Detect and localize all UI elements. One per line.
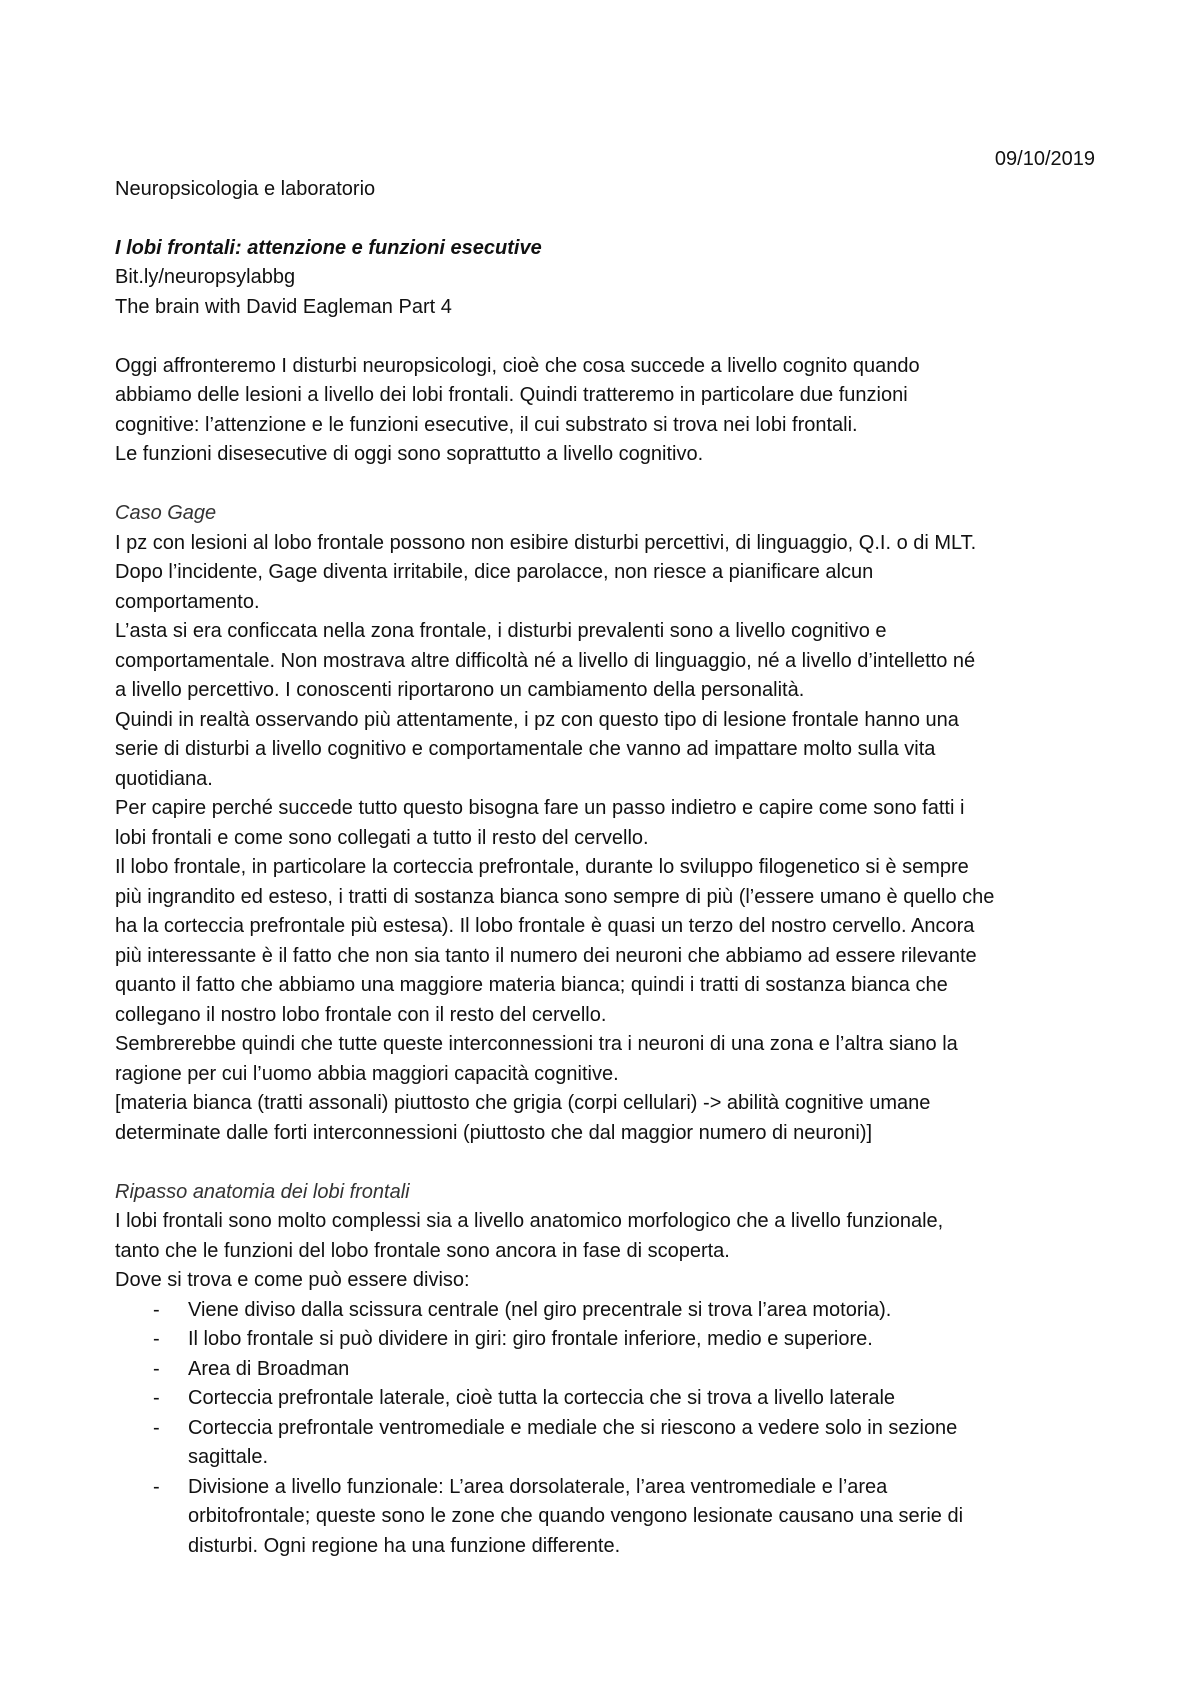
document-date: 09/10/2019 <box>994 148 1095 170</box>
gage-line: [materia bianca (tratti assonali) piuttosto che grigia (corpi cellulari) -> abilità cognitive umane <box>115 1092 931 1114</box>
intro-line: Le funzioni disesecutive di oggi sono soprattutto a livello cognitivo. <box>115 443 704 465</box>
lecture-title: I lobi frontali: attenzione e funzioni esecutive <box>115 236 542 259</box>
bullet-dash: - <box>153 1416 160 1439</box>
course-title: Neuropsicologia e laboratorio <box>115 177 376 200</box>
gage-line: Dopo l’incidente, Gage diventa irritabile, dice parolacce, non riesce a pianificare alcun <box>115 561 874 583</box>
intro-line: Oggi affronteremo I disturbi neuropsicologi, cioè che cosa succede a livello cognito quando <box>115 354 920 377</box>
anatomy-section <box>115 1178 1095 1562</box>
gage-line: comportamento. <box>115 590 260 613</box>
intro-line: cognitive: l’attenzione e le funzioni esecutive, il cui substrato si trova nei lobi frontali. <box>115 413 858 436</box>
list-item <box>115 1296 1095 1326</box>
bullet-dash: - <box>153 1298 160 1321</box>
list-item-text: Viene diviso dalla scissura centrale (nel giro precentrale si trova l’area motoria). <box>188 1298 892 1321</box>
list-item-text: Corteccia prefrontale laterale, cioè tutta la corteccia che si trova a livello laterale <box>188 1387 896 1409</box>
gage-line: Il lobo frontale, in particolare la corteccia prefrontale, durante lo sviluppo filogenetico si è sempre <box>115 856 969 878</box>
list-item-text: Il lobo frontale si può dividere in giri: giro frontale inferiore, medio e superiore. <box>188 1328 873 1350</box>
gage-line: Quindi in realtà osservando più attentamente, i pz con questo tipo di lesione frontale hanno una <box>115 708 959 731</box>
gage-line: I pz con lesioni al lobo frontale possono non esibire disturbi percettivi, di linguaggio, Q.I. o di MLT. <box>115 531 977 554</box>
document-body <box>115 145 1095 1561</box>
gage-line: ha la corteccia prefrontale più estesa). Il lobo frontale è quasi un terzo del nostro cervello. Ancora <box>115 915 975 937</box>
resource-link: Bit.ly/neuropsylabbg <box>115 266 296 288</box>
gage-line: quotidiana. <box>115 767 213 790</box>
video-reference: The brain with David Eagleman Part 4 <box>115 295 452 318</box>
list-item-text: Corteccia prefrontale ventromediale e mediale che si riescono a vedere solo in sezione <box>188 1416 958 1439</box>
gage-line: a livello percettivo. I conoscenti riportarono un cambiamento della personalità. <box>115 679 805 701</box>
bullet-dash: - <box>153 1328 160 1350</box>
section-heading-gage: Caso Gage <box>115 502 217 524</box>
gage-line: quanto il fatto che abbiamo una maggiore materia bianca; quindi i tratti di sostanza bianca che <box>115 974 948 996</box>
gage-line: più ingrandito ed esteso, i tratti di sostanza bianca sono sempre di più (l’essere umano è quello che <box>115 885 995 908</box>
gage-line: L’asta si era conficcata nella zona frontale, i disturbi prevalenti sono a livello cognitivo e <box>115 620 887 642</box>
gage-line: ragione per cui l’uomo abbia maggiori capacità cognitive. <box>115 1062 619 1085</box>
list-item <box>115 1325 1095 1355</box>
gage-line: lobi frontali e come sono collegati a tutto il resto del cervello. <box>115 826 649 849</box>
list-item-text: Area di Broadman <box>188 1357 350 1380</box>
gage-line: Sembrerebbe quindi che tutte queste interconnessioni tra i neuroni di una zona e l’altra siano la <box>115 1033 958 1055</box>
gage-line: serie di disturbi a livello cognitivo e comportamentale che vanno ad impattare molto sulla vita <box>115 738 936 760</box>
intro-paragraph <box>115 352 1095 470</box>
gage-line: determinate dalle forti interconnessioni (piuttosto che dal maggior numero di neuroni)] <box>115 1121 873 1144</box>
gage-line: collegano il nostro lobo frontale con il resto del cervello. <box>115 1003 607 1026</box>
bullet-dash: - <box>153 1387 160 1409</box>
list-item <box>115 1414 1095 1473</box>
anatomy-line: I lobi frontali sono molto complessi sia a livello anatomico morfologico che a livello funzionale, <box>115 1210 944 1232</box>
bullet-dash: - <box>153 1475 160 1498</box>
list-item-text: orbitofrontale; queste sono le zone che quando vengono lesionate causano una serie di <box>188 1505 964 1527</box>
gage-section <box>115 499 1095 1148</box>
bullet-dash: - <box>153 1357 160 1380</box>
anatomy-bullet-list <box>115 1296 1095 1562</box>
list-item-text: sagittale. <box>188 1446 269 1468</box>
anatomy-line: Dove si trova e come può essere diviso: <box>115 1269 470 1291</box>
list-item <box>115 1384 1095 1414</box>
list-item-text: disturbi. Ogni regione ha una funzione differente. <box>188 1534 621 1557</box>
anatomy-line: tanto che le funzioni del lobo frontale sono ancora in fase di scoperta. <box>115 1239 730 1262</box>
intro-line: abbiamo delle lesioni a livello dei lobi frontali. Quindi tratteremo in particolare due funzioni <box>115 384 908 406</box>
list-item-text: Divisione a livello funzionale: L’area dorsolaterale, l’area ventromediale e l’area <box>188 1475 888 1498</box>
list-item <box>115 1355 1095 1385</box>
gage-line: più interessante è il fatto che non sia tanto il numero dei neuroni che abbiamo ad essere rilevante <box>115 944 977 967</box>
list-item <box>115 1473 1095 1562</box>
gage-line: comportamentale. Non mostrava altre difficoltà né a livello di linguaggio, né a livello d’intelletto né <box>115 649 976 672</box>
gage-line: Per capire perché succede tutto questo bisogna fare un passo indietro e capire come sono fatti i <box>115 797 965 819</box>
section-heading-anatomy: Ripasso anatomia dei lobi frontali <box>115 1180 410 1203</box>
